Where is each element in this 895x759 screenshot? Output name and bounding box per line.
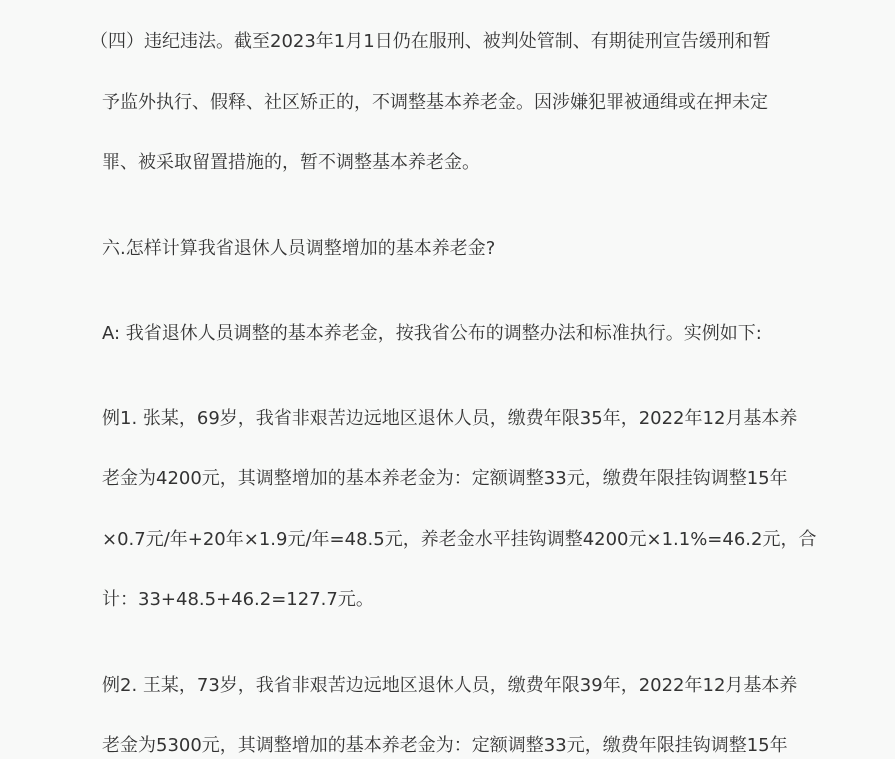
- example2-line: 老金为5300元，其调整增加的基本养老金为：定额调整33元，缴费年限挂钩调整15年: [102, 735, 788, 756]
- example1-line: 例1. 张某，69岁，我省非艰苦边远地区退休人员，缴费年限35年，2022年12月基本养: [102, 408, 798, 429]
- example1-line: 计：33+48.5+46.2=127.7元。: [102, 589, 374, 610]
- paragraph-section4-line: 予监外执行、假释、社区矫正的，不调整基本养老金。因涉嫌犯罪被通缉或在押未定: [102, 92, 768, 113]
- paragraph-section4-line: 罪、被采取留置措施的，暂不调整基本养老金。: [102, 152, 480, 173]
- question-heading: 六.怎样计算我省退休人员调整增加的基本养老金?: [102, 238, 496, 259]
- example1-line: ×0.7元/年+20年×1.9元/年=48.5元，养老金水平挂钩调整4200元×1.1%=46.2元，合: [102, 529, 817, 550]
- answer-paragraph: A: 我省退休人员调整的基本养老金，按我省公布的调整办法和标准执行。实例如下:: [102, 323, 762, 344]
- example2-line: 例2. 王某，73岁，我省非艰苦边远地区退休人员，缴费年限39年，2022年12月基本养: [102, 675, 798, 696]
- example1-line: 老金为4200元，其调整增加的基本养老金为：定额调整33元，缴费年限挂钩调整15年: [102, 468, 788, 489]
- paragraph-section4-line: （四）违纪违法。截至2023年1月1日仍在服刑、被判处管制、有期徒刑宣告缓刑和暂: [90, 31, 771, 52]
